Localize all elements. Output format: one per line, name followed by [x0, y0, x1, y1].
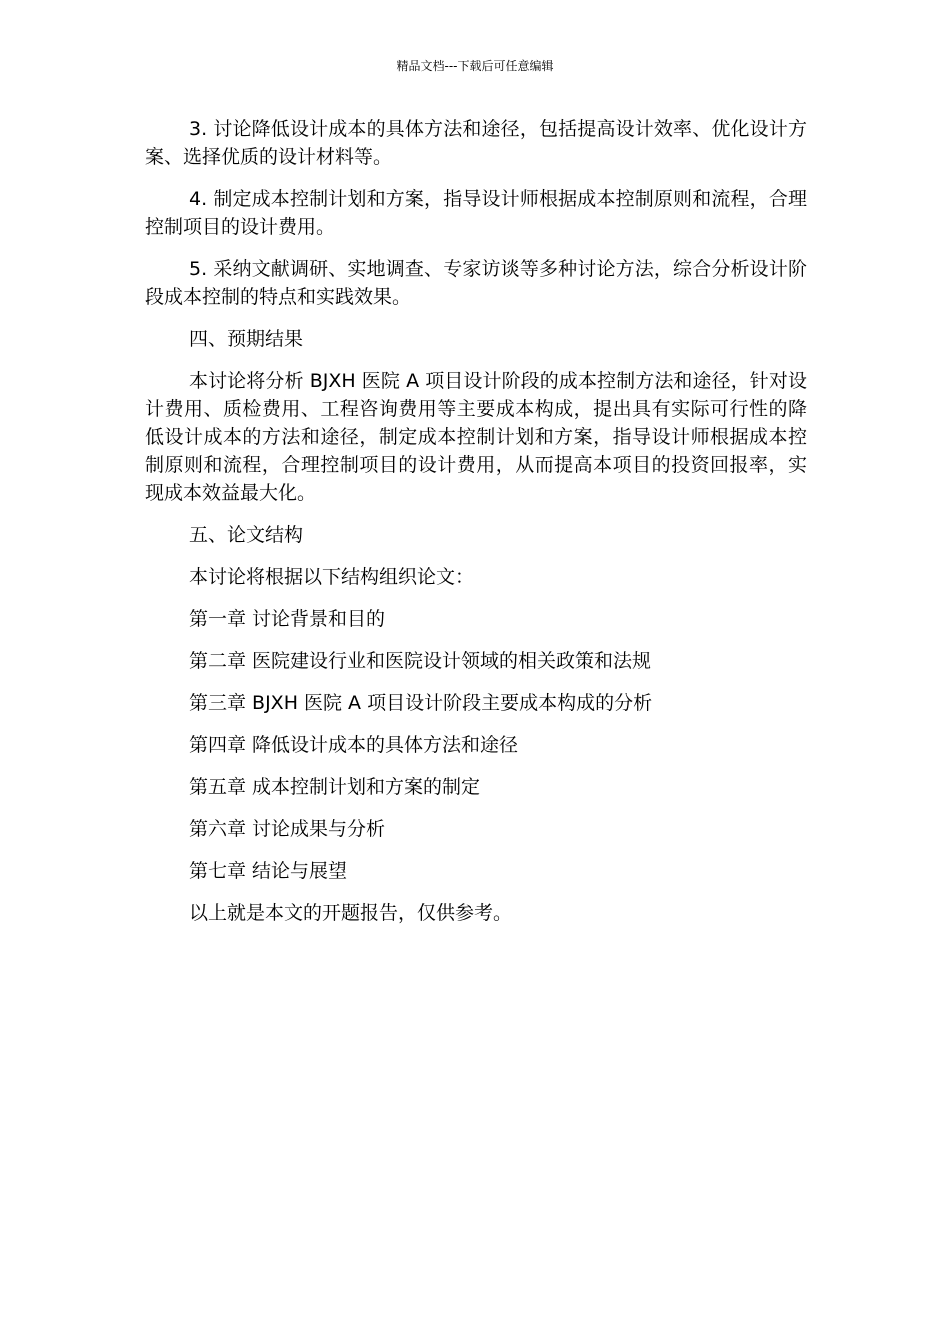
- chapter-5: 第五章 成本控制计划和方案的制定: [189, 776, 481, 798]
- list-item-3: 3. 讨论降低设计成本的具体方法和途径，包括提高设计效率、优化设计方案、选择优质的设计材料等。: [145, 118, 807, 168]
- chapter-6: 第六章 讨论成果与分析: [189, 818, 386, 840]
- chapter-4: 第四章 降低设计成本的具体方法和途径: [189, 734, 519, 756]
- list-item-5: 5. 采纳文献调研、实地调查、专家访谈等多种讨论方法，综合分析设计阶段成本控制的特点和实践效果。: [145, 258, 807, 308]
- document-body: [145, 115, 807, 941]
- chapter-2: 第二章 医院建设行业和医院设计领域的相关政策和法规: [189, 650, 652, 672]
- list-item-4: 4. 制定成本控制计划和方案，指导设计师根据成本控制原则和流程，合理控制项目的设计费用。: [145, 188, 807, 238]
- closing-line: 以上就是本文的开题报告，仅供参考。: [189, 902, 513, 924]
- chapter-3: 第三章 BJXH 医院 A 项目设计阶段主要成本构成的分析: [189, 692, 653, 714]
- chapter-1: 第一章 讨论背景和目的: [189, 608, 386, 630]
- expected-results-paragraph: 本讨论将分析 BJXH 医院 A 项目设计阶段的成本控制方法和途径，针对设计费用、质检费用、工程咨询费用等主要成本构成，提出具有实际可行性的降低设计成本的方法和途径，制定成本控制计划和方案，指导设计师根据成本控制原则和流程，合理控制项目的设计费用，从而提高本项目的投资回报率，实现成本效益最大化。: [145, 370, 807, 504]
- chapter-7: 第七章 结论与展望: [189, 860, 348, 882]
- page-header: 精品文档---下载后可任意编辑: [396, 59, 554, 73]
- structure-intro: 本讨论将根据以下结构组织论文：: [189, 566, 475, 588]
- section-heading-thesis-structure: 五、论文结构: [189, 524, 304, 546]
- section-heading-expected-results: 四、预期结果: [189, 328, 304, 350]
